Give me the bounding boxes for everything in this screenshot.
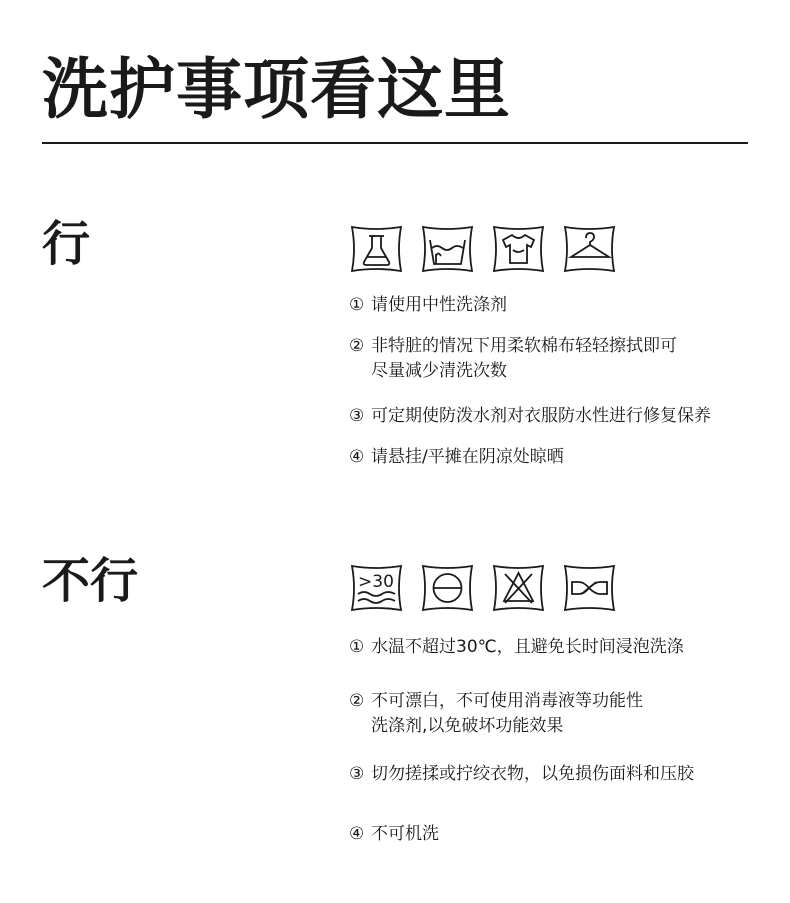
page-title: 洗护事项看这里 (42, 51, 511, 128)
dont-item (349, 822, 439, 847)
do-section-label: 行 (42, 216, 91, 272)
item-number: ② (349, 691, 365, 711)
item-number: ③ (349, 406, 365, 426)
item-text: 非特脏的情况下用柔软棉布轻轻擦拭即可 (371, 336, 677, 356)
do-item (349, 293, 507, 318)
hand-wash-icon (420, 224, 475, 274)
title-divider (42, 142, 748, 144)
no-tumble-dry-icon (420, 563, 475, 613)
item-number: ① (349, 637, 365, 657)
do-item (349, 445, 564, 470)
item-number: ③ (349, 764, 365, 784)
item-text: 不可机洗 (371, 824, 439, 844)
item-text: 尽量减少清洗次数 (371, 361, 507, 381)
item-text: 不可漂白，不可使用消毒液等功能性 (371, 691, 643, 711)
dont-item (349, 762, 694, 787)
wash-30-icon (349, 563, 404, 613)
item-text: 洗涤剂,以免破坏功能效果 (371, 716, 564, 736)
dont-icon-row (349, 563, 617, 613)
no-wring-icon (562, 563, 617, 613)
neutral-detergent-icon (349, 224, 404, 274)
item-text: 切勿搓揉或拧绞衣物，以免损伤面料和压胶 (371, 764, 694, 784)
do-icon-row (349, 224, 617, 274)
hang-dry-icon (562, 224, 617, 274)
do-item (349, 404, 711, 429)
dont-item (349, 689, 643, 739)
no-bleach-icon (491, 563, 546, 613)
dont-item (349, 635, 684, 660)
do-item (349, 334, 677, 384)
item-number: ④ (349, 447, 365, 467)
gentle-clean-icon (491, 224, 546, 274)
item-text: 可定期使防泼水剂对衣服防水性进行修复保养 (371, 406, 711, 426)
item-text: 水温不超过30℃，且避免长时间浸泡洗涤 (371, 637, 684, 657)
item-text: 请使用中性洗涤剂 (371, 295, 507, 315)
wash-temp-label: >30 (358, 572, 394, 592)
item-number: ② (349, 336, 365, 356)
dont-section-label: 不行 (42, 553, 139, 609)
item-text: 请悬挂/平摊在阴凉处晾晒 (371, 447, 564, 467)
item-number: ① (349, 295, 365, 315)
item-number: ④ (349, 824, 365, 844)
